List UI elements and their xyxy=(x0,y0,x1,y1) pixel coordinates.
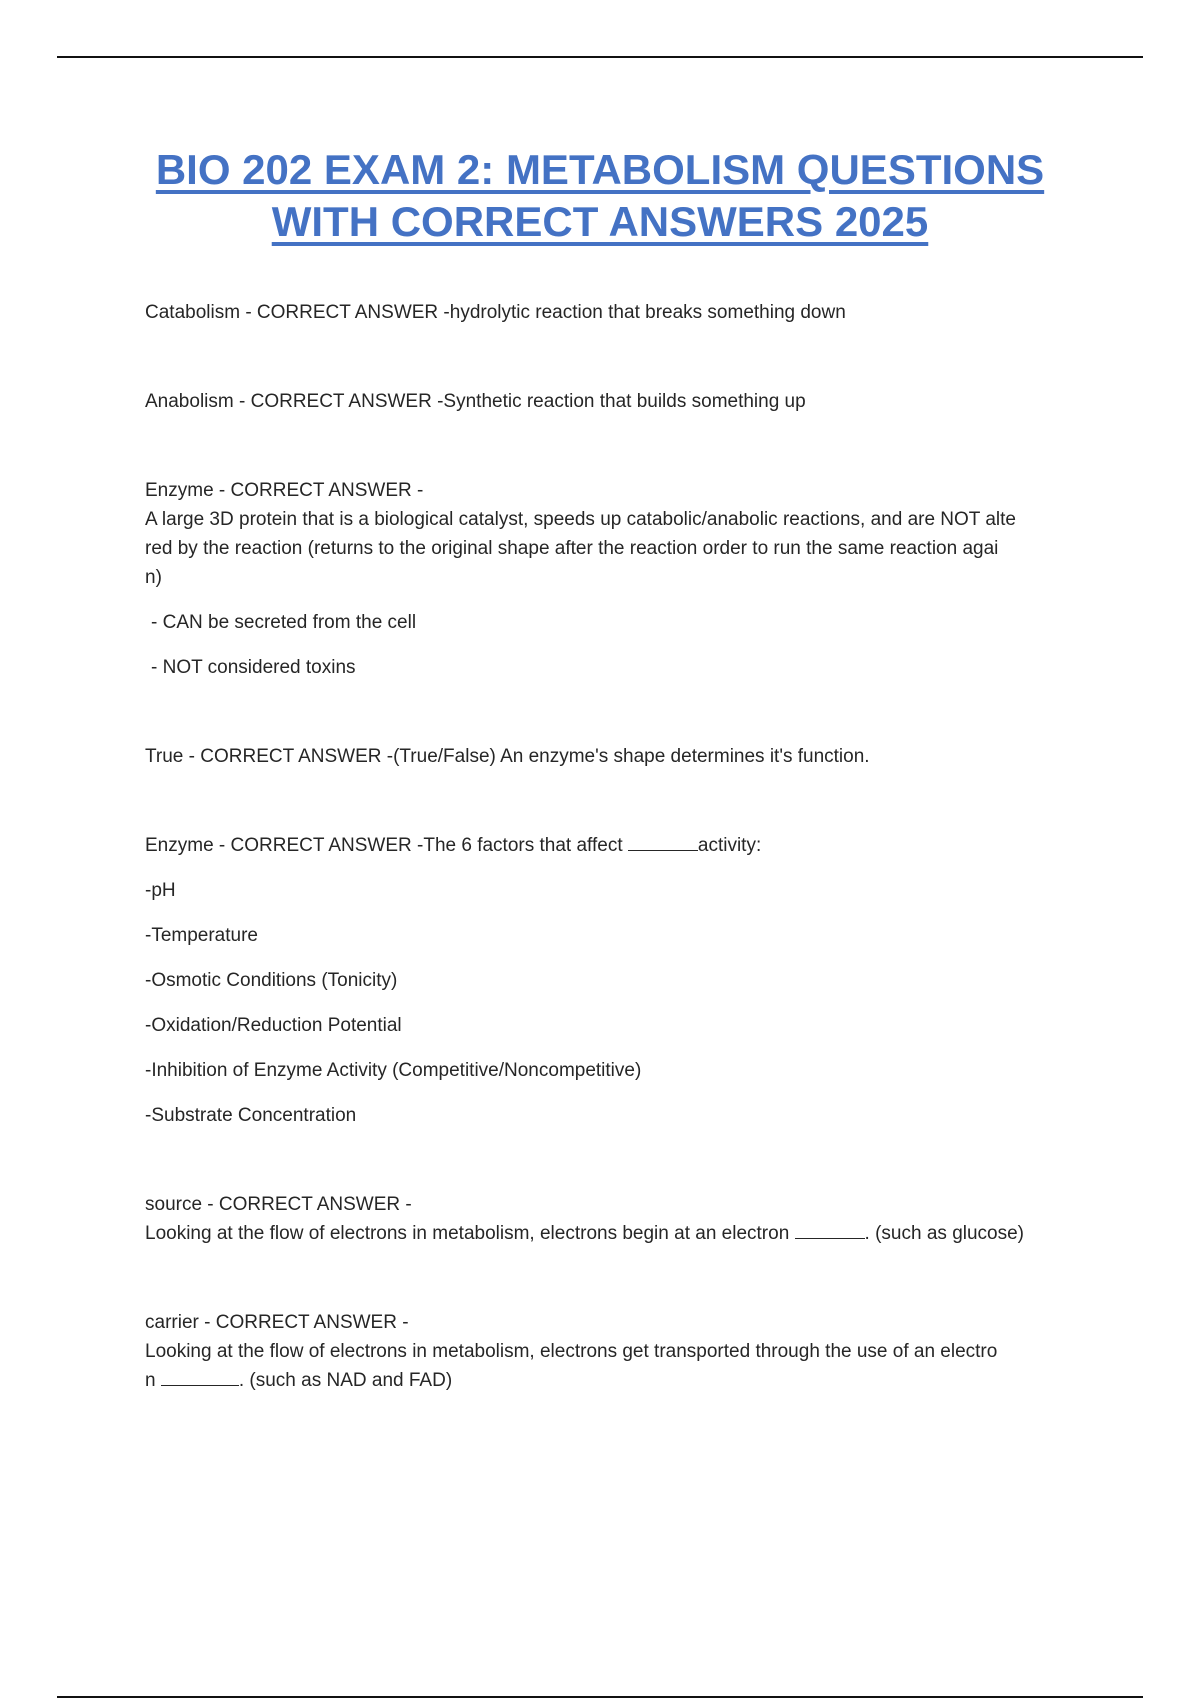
factor-item: -Temperature xyxy=(145,925,258,946)
qa-enzyme-line-3: n) xyxy=(145,567,162,588)
bottom-rule xyxy=(57,1696,1143,1698)
source-question-suffix: . (such as glucose) xyxy=(864,1223,1025,1244)
qa-factors-question xyxy=(145,831,1090,860)
qa-enzyme-line-2: red by the reaction (returns to the original shape after the reaction order to run the same reaction agai xyxy=(145,538,999,559)
factor-item: -Oxidation/Reduction Potential xyxy=(145,1015,402,1036)
page-title xyxy=(60,144,1140,248)
title-line-2: WITH CORRECT ANSWERS 2025 xyxy=(271,198,929,245)
qa-source-head: source - CORRECT ANSWER - xyxy=(145,1194,412,1215)
title-line-1: BIO 202 EXAM 2: METABOLISM QUESTIONS xyxy=(155,146,1045,193)
qa-enzyme-bullet-2: - NOT considered toxins xyxy=(151,657,356,678)
qa-anabolism: Anabolism - CORRECT ANSWER -Synthetic reaction that builds something up xyxy=(145,391,806,412)
top-rule xyxy=(57,56,1143,58)
answer-blank xyxy=(795,1220,865,1239)
factors-question-suffix: activity: xyxy=(697,835,762,856)
qa-true-item: True - CORRECT ANSWER -(True/False) An enzyme's shape determines it's function. xyxy=(145,746,870,767)
carrier-question-text: n xyxy=(145,1370,161,1391)
factor-item: -pH xyxy=(145,880,176,901)
qa-content xyxy=(145,298,1090,1395)
qa-catabolism: Catabolism - CORRECT ANSWER -hydrolytic reaction that breaks something down xyxy=(145,302,846,323)
source-question-text: Looking at the flow of electrons in metabolism, electrons begin at an electron xyxy=(145,1223,795,1244)
qa-enzyme-head: Enzyme - CORRECT ANSWER - xyxy=(145,480,424,501)
qa-enzyme-line-1: A large 3D protein that is a biological catalyst, speeds up catabolic/anabolic reactions, and are NOT alte xyxy=(145,509,1016,530)
qa-enzyme-bullet-1: - CAN be secreted from the cell xyxy=(151,612,417,633)
qa-source-question xyxy=(145,1219,1090,1248)
qa-carrier-line-1: Looking at the flow of electrons in metabolism, electrons get transported through the use of an electro xyxy=(145,1341,998,1362)
factor-item: -Osmotic Conditions (Tonicity) xyxy=(145,970,398,991)
qa-carrier-line-2 xyxy=(145,1366,1090,1395)
factor-item: -Substrate Concentration xyxy=(145,1105,357,1126)
factor-item: -Inhibition of Enzyme Activity (Competitive/Noncompetitive) xyxy=(145,1060,642,1081)
factors-question-text: Enzyme - CORRECT ANSWER -The 6 factors that affect xyxy=(145,835,628,856)
qa-carrier-head: carrier - CORRECT ANSWER - xyxy=(145,1312,409,1333)
answer-blank xyxy=(628,832,698,851)
carrier-question-suffix: . (such as NAD and FAD) xyxy=(238,1370,453,1391)
answer-blank xyxy=(161,1367,239,1386)
